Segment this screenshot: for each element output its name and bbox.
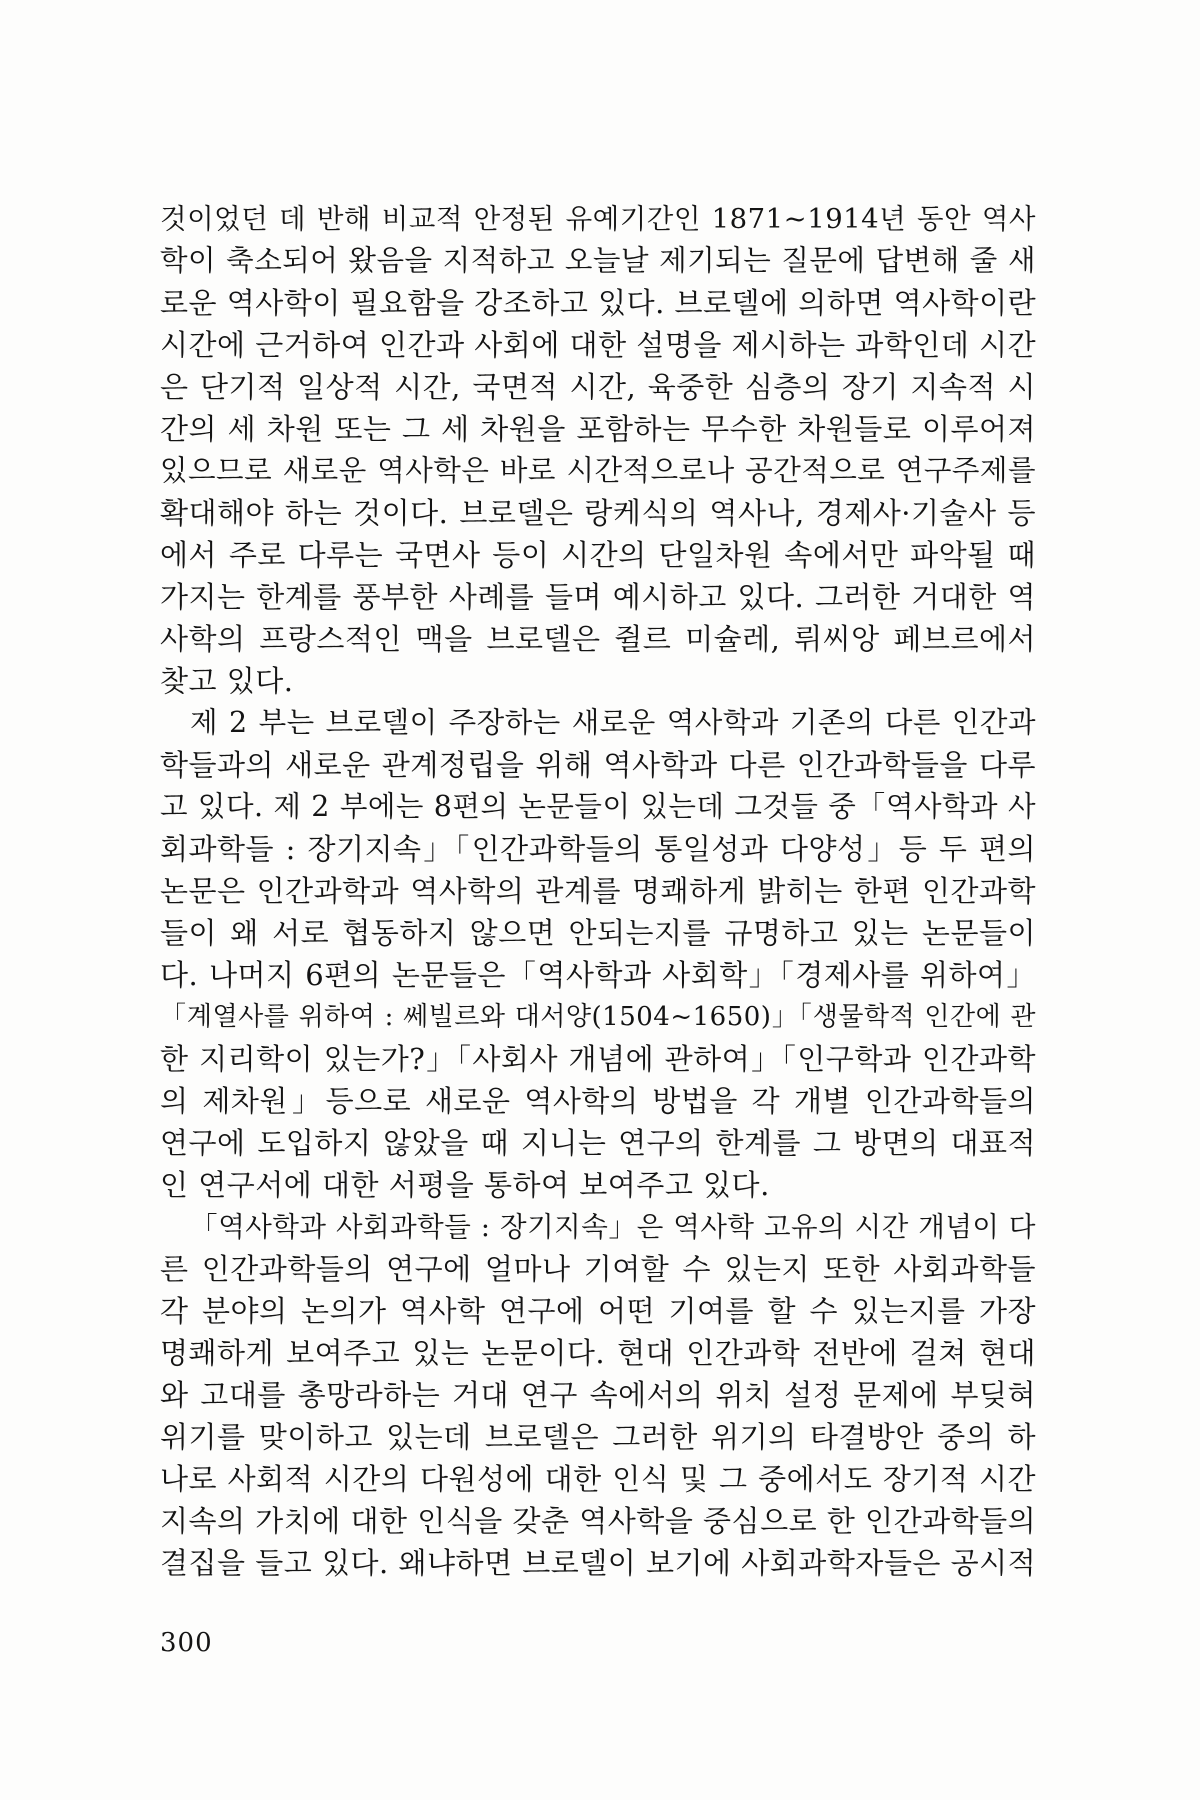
text-line: 인 연구서에 대한 서평을 통하여 보여주고 있다. bbox=[160, 1168, 770, 1202]
text-line: 와 고대를 총망라하는 거대 연구 속에서의 위치 설정 문제에 부딪혀 bbox=[160, 1378, 1036, 1412]
text-line: 회과학들 : 장기지속」「인간과학들의 통일성과 다양성」등 두 편의 bbox=[160, 832, 1036, 866]
text-line: 명쾌하게 보여주고 있는 논문이다. 현대 인간과학 전반에 걸쳐 현대 bbox=[160, 1336, 1036, 1370]
text-line: 확대해야 하는 것이다. 브로델은 랑케식의 역사나, 경제사·기술사 등 bbox=[160, 496, 1036, 530]
text-line: 학들과의 새로운 관계정립을 위해 역사학과 다른 인간과학들을 다루 bbox=[160, 748, 1036, 782]
text-line: 「계열사를 위하여 : 쎄빌르와 대서양(1504~1650)」「생물학적 인간에 관 bbox=[160, 1002, 1036, 1032]
text-line: 학이 축소되어 왔음을 지적하고 오늘날 제기되는 질문에 답변해 줄 새 bbox=[160, 244, 1036, 277]
text-line: 것이었던 데 반해 비교적 안정된 유예기간인 1871~1914년 동안 역사 bbox=[160, 203, 1036, 235]
text-line: 들이 왜 서로 협동하지 않으면 안되는지를 규명하고 있는 논문들이 bbox=[160, 916, 1036, 950]
paragraph-1 bbox=[160, 198, 1036, 702]
page-body bbox=[160, 198, 1036, 1584]
text-line: 고 있다. 제 2 부에는 8편의 논문들이 있는데 그것들 중「역사학과 사 bbox=[160, 790, 1036, 823]
text-line: 은 단기적 일상적 시간, 국면적 시간, 육중한 심층의 장기 지속적 시 bbox=[160, 370, 1036, 404]
text-line: 위기를 맞이하고 있는데 브로델은 그러한 위기의 타결방안 중의 하 bbox=[160, 1420, 1036, 1454]
text-line: 의 제차원」등으로 새로운 역사학의 방법을 각 개별 인간과학들의 bbox=[160, 1084, 1036, 1118]
text-line: 간의 세 차원 또는 그 세 차원을 포함하는 무수한 차원들로 이루어져 bbox=[160, 412, 1036, 446]
text-line: 한 지리학이 있는가?」「사회사 개념에 관하여」「인구학과 인간과학 bbox=[160, 1042, 1036, 1076]
text-line: 연구에 도입하지 않았을 때 지니는 연구의 한계를 그 방면의 대표적 bbox=[160, 1126, 1036, 1160]
text-line: 로운 역사학이 필요함을 강조하고 있다. 브로델에 의하면 역사학이란 bbox=[160, 286, 1037, 320]
text-line: 논문은 인간과학과 역사학의 관계를 명쾌하게 밝히는 한편 인간과학 bbox=[160, 874, 1036, 908]
text-line: 결집을 들고 있다. 왜냐하면 브로델이 보기에 사회과학자들은 공시적 bbox=[160, 1546, 1037, 1580]
text-line: 찾고 있다. bbox=[160, 664, 294, 698]
text-line: 에서 주로 다루는 국면사 등이 시간의 단일차원 속에서만 파악될 때 bbox=[160, 538, 1036, 572]
paragraph-3 bbox=[160, 1206, 1036, 1584]
text-line: 가지는 한계를 풍부한 사례를 들며 예시하고 있다. 그러한 거대한 역 bbox=[160, 580, 1036, 614]
text-line: 각 분야의 논의가 역사학 연구에 어떤 기여를 할 수 있는지를 가장 bbox=[160, 1294, 1036, 1328]
paragraph-2 bbox=[160, 702, 1036, 1206]
page-number: 300 bbox=[160, 1628, 213, 1658]
text-line: 있으므로 새로운 역사학은 바로 시간적으로나 공간적으로 연구주제를 bbox=[160, 454, 1036, 487]
text-line: 제 2 부는 브로델이 주장하는 새로운 역사학과 기존의 다른 인간과 bbox=[190, 706, 1036, 739]
text-line: 시간에 근거하여 인간과 사회에 대한 설명을 제시하는 과학인데 시간 bbox=[160, 328, 1037, 362]
text-line: 「역사학과 사회과학들 : 장기지속」은 역사학 고유의 시간 개념이 다 bbox=[190, 1211, 1036, 1243]
text-line: 다. 나머지 6편의 논문들은「역사학과 사회학」「경제사를 위하여」 bbox=[160, 958, 1036, 992]
text-line: 사학의 프랑스적인 맥을 브로델은 쥘르 미슐레, 뤼씨앙 페브르에서 bbox=[160, 622, 1036, 656]
text-line: 지속의 가치에 대한 인식을 갖춘 역사학을 중심으로 한 인간과학들의 bbox=[160, 1504, 1037, 1538]
text-line: 른 인간과학들의 연구에 얼마나 기여할 수 있는지 또한 사회과학들 bbox=[160, 1252, 1036, 1286]
text-line: 나로 사회적 시간의 다원성에 대한 인식 및 그 중에서도 장기적 시간 bbox=[160, 1462, 1036, 1496]
